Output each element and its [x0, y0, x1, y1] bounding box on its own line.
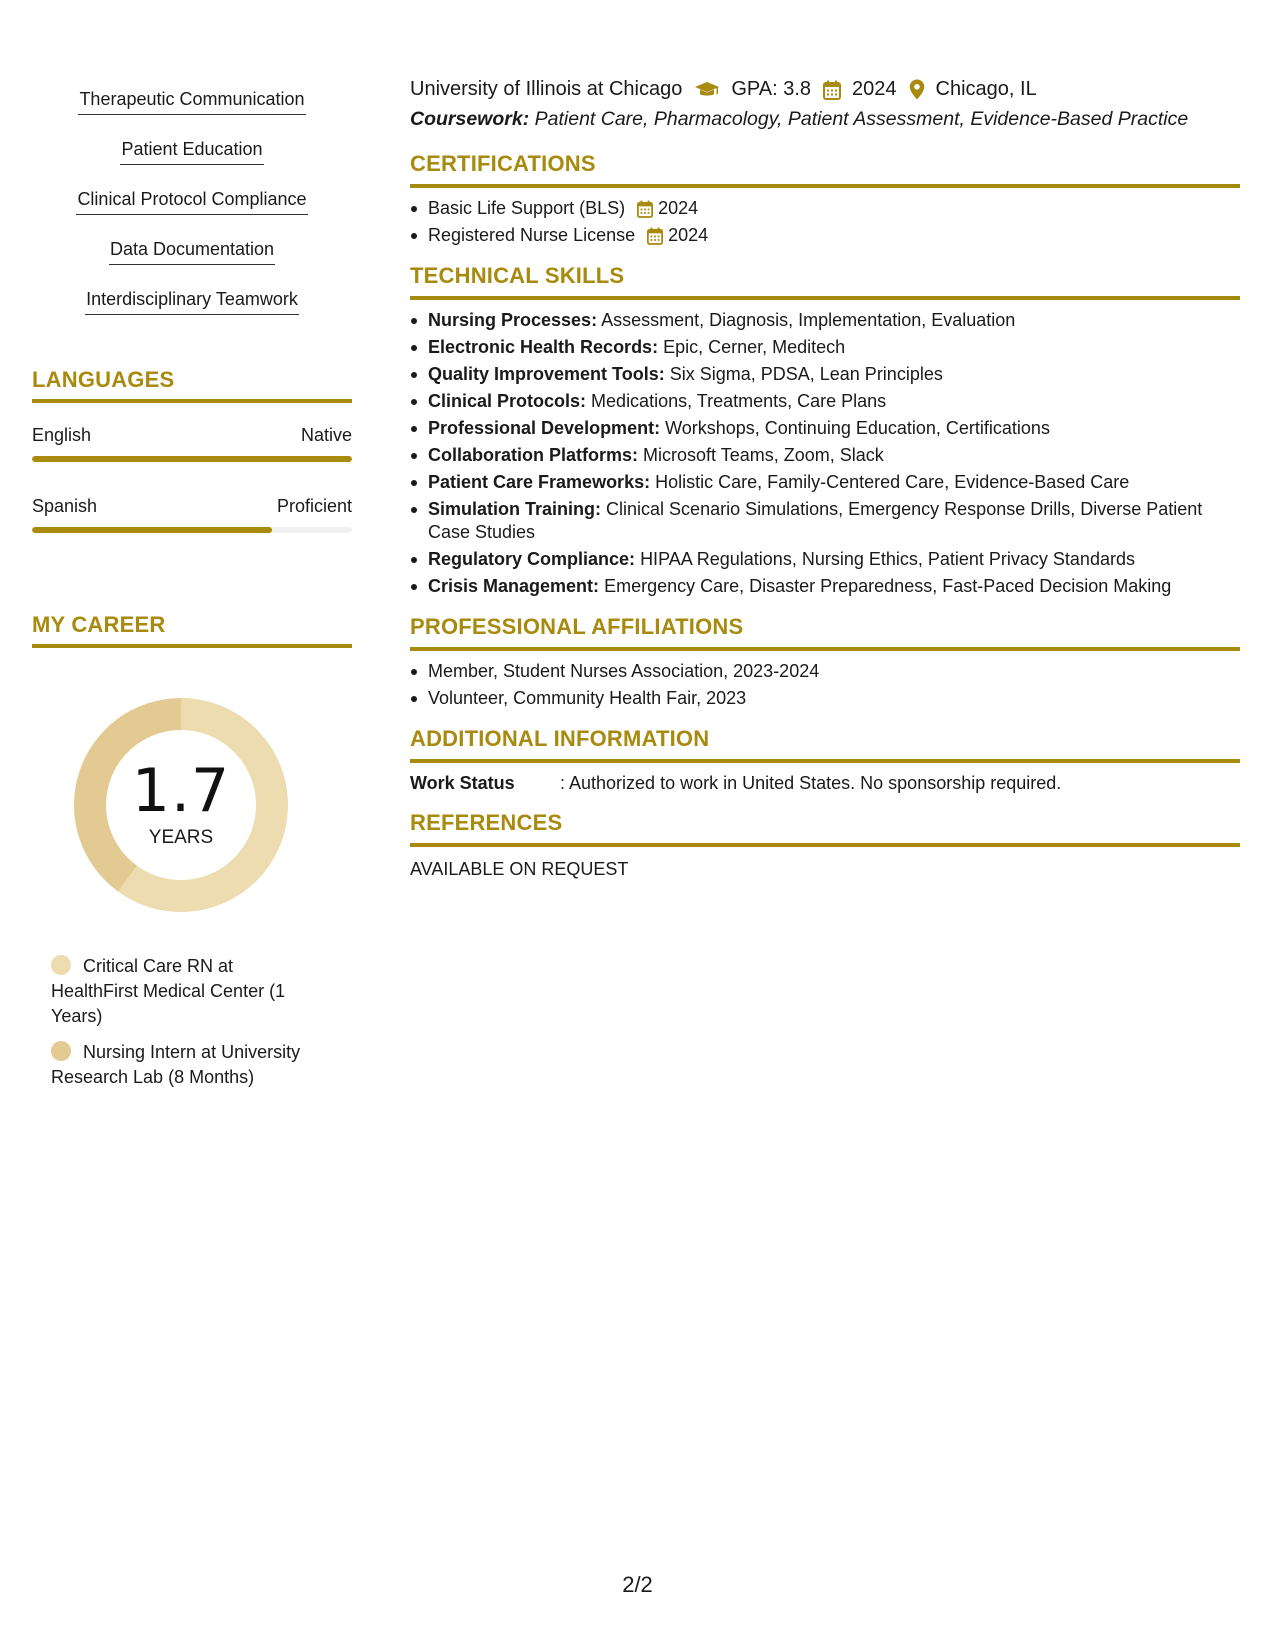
career-title: MY CAREER	[32, 612, 166, 637]
page-number: 2/2	[622, 1572, 653, 1597]
list-item	[410, 417, 1240, 440]
legend-dot-icon	[51, 955, 71, 975]
references-text: AVAILABLE ON REQUEST	[410, 859, 629, 879]
right-column	[410, 78, 1240, 880]
legend-dot-icon	[51, 1041, 71, 1061]
list-item	[410, 224, 1240, 247]
skill-text: Medications, Treatments, Care Plans	[591, 391, 887, 411]
language-bar-fill	[32, 456, 352, 462]
language-item	[32, 425, 352, 462]
section-divider	[32, 644, 352, 648]
calendar-icon	[637, 200, 653, 218]
list-item	[410, 336, 1240, 359]
references-title: REFERENCES	[410, 810, 563, 835]
skill-tag: Therapeutic Communication	[78, 86, 305, 115]
language-bar	[32, 456, 352, 462]
work-status-value: : Authorized to work in United States. No sponsorship required.	[560, 773, 1062, 793]
section-divider	[410, 647, 1240, 651]
list-item	[410, 575, 1240, 598]
additional-info-title: ADDITIONAL INFORMATION	[410, 726, 710, 751]
skill-label: Electronic Health Records:	[428, 337, 659, 357]
cert-year: 2024	[668, 225, 709, 245]
education-line	[410, 78, 1240, 101]
skill-text: Microsoft Teams, Zoom, Slack	[643, 445, 884, 465]
coursework-label: Coursework:	[410, 108, 530, 130]
affiliations-section	[410, 614, 1240, 710]
work-status-row	[410, 773, 1240, 794]
career-legend-item	[51, 954, 321, 1029]
skill-label: Regulatory Compliance:	[428, 549, 636, 569]
language-name: Spanish	[32, 496, 98, 516]
skill-label: Professional Development:	[428, 418, 661, 438]
section-divider	[32, 399, 352, 403]
calendar-icon	[647, 227, 663, 245]
skill-text: Epic, Cerner, Meditech	[663, 337, 846, 357]
list-item	[410, 471, 1240, 494]
skill-text: Assessment, Diagnosis, Implementation, Evaluation	[601, 310, 1016, 330]
skill-text: Emergency Care, Disaster Preparedness, Fast-Paced Decision Making	[604, 576, 1172, 596]
graduation-year: 2024	[852, 78, 897, 100]
languages-section	[32, 367, 352, 533]
section-divider	[410, 759, 1240, 763]
career-item-text: Critical Care RN at HealthFirst Medical Center (1 Years)	[51, 956, 286, 1026]
affiliations-title: PROFESSIONAL AFFILIATIONS	[410, 614, 744, 639]
list-item: Volunteer, Community Health Fair, 2023	[410, 687, 1240, 710]
section-divider	[410, 296, 1240, 300]
calendar-icon	[823, 80, 841, 100]
list-item	[410, 444, 1240, 467]
skill-label: Crisis Management:	[428, 576, 600, 596]
references-section	[410, 810, 1240, 880]
career-total: 1.7	[131, 756, 231, 826]
skills-list	[32, 76, 352, 326]
section-divider	[410, 843, 1240, 847]
school-name: University of Illinois at Chicago	[410, 78, 683, 100]
skill-tag: Interdisciplinary Teamwork	[85, 286, 299, 315]
skill-text: Clinical Scenario Simulations, Emergency Response Drills, Diverse Patient Case Studies	[428, 499, 1203, 542]
language-bar-fill	[32, 527, 272, 533]
list-item: Member, Student Nurses Association, 2023-2024	[410, 660, 1240, 683]
language-bar	[32, 527, 352, 533]
left-column	[32, 76, 352, 1101]
skill-label: Quality Improvement Tools:	[428, 364, 665, 384]
language-item	[32, 496, 352, 533]
coursework	[410, 108, 1240, 131]
technical-skills-title: TECHNICAL SKILLS	[410, 263, 625, 288]
languages-title: LANGUAGES	[32, 367, 175, 392]
list-item	[410, 548, 1240, 571]
career-unit: YEARS	[148, 827, 214, 848]
work-status-label: Work Status	[410, 773, 515, 793]
additional-info-section	[410, 726, 1240, 794]
career-section	[32, 612, 352, 1090]
gpa: GPA: 3.8	[731, 78, 812, 100]
cert-name: Registered Nurse License	[428, 225, 636, 245]
list-item	[410, 498, 1240, 544]
education-location: Chicago, IL	[935, 78, 1037, 100]
skill-tag: Patient Education	[120, 136, 263, 165]
certifications-title: CERTIFICATIONS	[410, 151, 596, 176]
location-pin-icon	[909, 79, 925, 100]
coursework-text: Patient Care, Pharmacology, Patient Assessment, Evidence-Based Practice	[534, 108, 1189, 130]
skill-label: Patient Care Frameworks:	[428, 472, 651, 492]
skill-label: Simulation Training:	[428, 499, 602, 519]
list-item	[410, 390, 1240, 413]
skill-label: Collaboration Platforms:	[428, 445, 639, 465]
list-item	[410, 197, 1240, 220]
skill-label: Clinical Protocols:	[428, 391, 587, 411]
graduation-cap-icon	[694, 81, 720, 99]
skill-label: Nursing Processes:	[428, 310, 598, 330]
skill-text: Workshops, Continuing Education, Certifications	[665, 418, 1050, 438]
cert-year: 2024	[658, 198, 699, 218]
section-divider	[410, 184, 1240, 188]
career-legend-item	[51, 1040, 321, 1090]
list-item	[410, 363, 1240, 386]
skill-text: HIPAA Regulations, Nursing Ethics, Patient Privacy Standards	[640, 549, 1135, 569]
list-item	[410, 309, 1240, 332]
skill-tag: Data Documentation	[109, 236, 275, 265]
cert-name: Basic Life Support (BLS)	[428, 198, 626, 218]
career-donut	[66, 690, 296, 920]
certifications-section	[410, 151, 1240, 247]
technical-skills-section	[410, 263, 1240, 598]
language-name: English	[32, 425, 92, 445]
career-legend	[51, 954, 321, 1090]
skill-tag: Clinical Protocol Compliance	[76, 186, 307, 215]
language-level: Native	[300, 425, 352, 445]
language-level: Proficient	[276, 496, 352, 516]
career-item-text: Nursing Intern at University Research Lab (8 Months)	[51, 1042, 301, 1087]
skill-text: Six Sigma, PDSA, Lean Principles	[669, 364, 943, 384]
skill-text: Holistic Care, Family-Centered Care, Evidence-Based Care	[655, 472, 1130, 492]
